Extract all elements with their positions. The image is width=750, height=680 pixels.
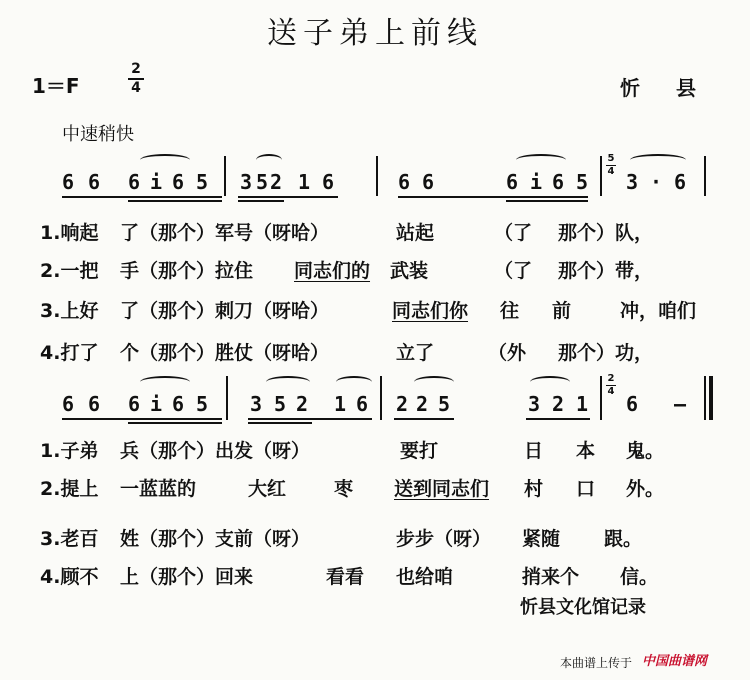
beam-line bbox=[62, 196, 222, 198]
bar-line bbox=[224, 156, 226, 196]
lyric: 武装 bbox=[390, 260, 429, 282]
slur bbox=[336, 376, 372, 388]
note: 1 bbox=[298, 170, 311, 194]
note-high: i bbox=[150, 170, 163, 194]
note: 5 bbox=[196, 392, 209, 416]
beam-line bbox=[398, 196, 588, 198]
lyric: （了 bbox=[494, 260, 533, 282]
note: 2 bbox=[416, 392, 429, 416]
note: 6 bbox=[172, 170, 185, 194]
lyric: 站起 bbox=[396, 222, 435, 244]
lyric: 步步（呀） bbox=[396, 528, 492, 550]
notation-line-1 bbox=[0, 150, 750, 210]
lyric: 村 bbox=[524, 478, 544, 500]
beam-line bbox=[248, 418, 372, 420]
slur bbox=[266, 376, 310, 388]
note: 6 bbox=[62, 170, 75, 194]
slur bbox=[414, 376, 454, 388]
note: 5 bbox=[256, 170, 269, 194]
meter-bottom: 4 bbox=[607, 166, 615, 177]
beam-line bbox=[506, 200, 588, 202]
lyric: 3.老百 bbox=[40, 528, 99, 550]
lyric: 1.子弟 bbox=[40, 440, 99, 462]
lyric: 同志们的 bbox=[294, 260, 371, 282]
end-bar-line-thick bbox=[709, 376, 713, 420]
lyric: 也给咱 bbox=[396, 566, 454, 588]
lyric: 信。 bbox=[620, 566, 659, 588]
lyric: 4.顾不 bbox=[40, 566, 99, 588]
lyric: 枣 bbox=[334, 478, 354, 500]
bar-line bbox=[226, 376, 228, 420]
note: 2 bbox=[396, 392, 409, 416]
lyric: 跟。 bbox=[604, 528, 643, 550]
meter-top: 2 bbox=[607, 373, 615, 384]
beam-line bbox=[248, 422, 312, 424]
bar-line bbox=[704, 156, 706, 196]
time-sig-bottom: 4 bbox=[131, 80, 141, 96]
note: 6 bbox=[626, 392, 639, 416]
lyric: 立了 bbox=[396, 342, 435, 364]
note: 1 bbox=[334, 392, 347, 416]
lyric: 大红 bbox=[248, 478, 287, 500]
note: 3 bbox=[626, 170, 639, 194]
beam-line bbox=[238, 196, 338, 198]
note: 6 bbox=[322, 170, 335, 194]
upload-source-text: 本曲谱上传于 bbox=[560, 656, 633, 670]
lyric: 1.响起 bbox=[40, 222, 99, 244]
note: 3 bbox=[528, 392, 541, 416]
beam-line bbox=[238, 200, 284, 202]
tempo-marking: 中速稍快 bbox=[62, 124, 134, 145]
lyric: 手（那个）拉住 bbox=[120, 260, 254, 282]
meter-top: 5 bbox=[607, 153, 615, 164]
lyric: 了（那个）刺刀（呀哈） bbox=[120, 300, 330, 322]
slur bbox=[140, 154, 190, 166]
song-title: 送子弟上前线 bbox=[267, 16, 483, 51]
lyric: 上（那个）回来 bbox=[120, 566, 254, 588]
lyric: 鬼。 bbox=[626, 440, 665, 462]
note: 6 bbox=[398, 170, 411, 194]
lyric: 4.打了 bbox=[40, 342, 99, 364]
note: 2 bbox=[296, 392, 309, 416]
lyric: 看看 bbox=[326, 566, 365, 588]
bar-line bbox=[380, 376, 382, 420]
beam-line bbox=[128, 200, 222, 202]
lyric: （外 bbox=[488, 342, 527, 364]
lyric: 个（那个）胜仗（呀哈） bbox=[120, 342, 330, 364]
lyric: 口 bbox=[576, 478, 596, 500]
slur bbox=[140, 376, 190, 388]
bar-line bbox=[600, 156, 602, 196]
note: 6 bbox=[674, 170, 687, 194]
beam-line bbox=[62, 418, 222, 420]
lyric: 姓（那个）支前（呀） bbox=[120, 528, 311, 550]
site-logo[interactable]: 中国曲谱网 bbox=[642, 654, 708, 669]
lyric: 外。 bbox=[626, 478, 665, 500]
note: 5 bbox=[274, 392, 287, 416]
note: 3 bbox=[250, 392, 263, 416]
lyric: 那个）队， bbox=[558, 222, 654, 244]
lyric: 日 bbox=[524, 440, 544, 462]
note: 6 bbox=[128, 170, 141, 194]
lyric: 本 bbox=[576, 440, 596, 462]
lyric: 冲，咱们 bbox=[620, 300, 697, 322]
meter-bottom: 4 bbox=[607, 386, 615, 397]
note: 6 bbox=[88, 170, 101, 194]
lyric: 那个）功， bbox=[558, 342, 654, 364]
note: 6 bbox=[422, 170, 435, 194]
lyric: 前 bbox=[552, 300, 572, 322]
note: 6 bbox=[88, 392, 101, 416]
lyric: 捎来个 bbox=[522, 566, 580, 588]
transcription-credit: 忻县文化馆记录 bbox=[520, 597, 646, 618]
note: 2 bbox=[552, 392, 565, 416]
note: 5 bbox=[438, 392, 451, 416]
note: 6 bbox=[172, 392, 185, 416]
slur bbox=[256, 154, 282, 166]
bar-line bbox=[600, 376, 602, 420]
note-high: i bbox=[530, 170, 543, 194]
lyric: 了（那个）军号（呀哈） bbox=[120, 222, 330, 244]
lyric: 同志们你 bbox=[392, 300, 469, 322]
dot: · bbox=[650, 170, 663, 194]
lyric: 要打 bbox=[400, 440, 439, 462]
time-sig-top: 2 bbox=[131, 61, 141, 77]
note: 6 bbox=[356, 392, 369, 416]
lyric: 2.提上 bbox=[40, 478, 99, 500]
lyric: 一蓝蓝的 bbox=[120, 478, 197, 500]
slur bbox=[530, 376, 570, 388]
meter-change-mark bbox=[606, 374, 616, 397]
slur bbox=[630, 154, 686, 166]
key-signature: 1＝F bbox=[32, 74, 80, 98]
slur bbox=[516, 154, 566, 166]
note: 6 bbox=[552, 170, 565, 194]
note: 6 bbox=[128, 392, 141, 416]
lyric: 那个）带， bbox=[558, 260, 654, 282]
lyric: 2.一把 bbox=[40, 260, 99, 282]
bar-line bbox=[376, 156, 378, 196]
note-high: i bbox=[150, 392, 163, 416]
song-origin: 忻 县 bbox=[620, 76, 704, 100]
note: 3 bbox=[240, 170, 253, 194]
beam-line bbox=[128, 422, 222, 424]
dash: — bbox=[674, 392, 687, 416]
lyric: （了 bbox=[494, 222, 533, 244]
note: 6 bbox=[62, 392, 75, 416]
end-bar-line bbox=[704, 376, 706, 420]
beam-line bbox=[526, 418, 590, 420]
notation-line-2 bbox=[0, 372, 750, 432]
lyric: 兵（那个）出发（呀） bbox=[120, 440, 311, 462]
beam-line bbox=[394, 418, 454, 420]
note: 1 bbox=[576, 392, 589, 416]
note: 6 bbox=[506, 170, 519, 194]
note: 2 bbox=[270, 170, 283, 194]
note: 5 bbox=[196, 170, 209, 194]
note: 5 bbox=[576, 170, 589, 194]
lyric: 送到同志们 bbox=[394, 478, 490, 500]
lyric: 3.上好 bbox=[40, 300, 99, 322]
time-signature bbox=[128, 62, 144, 96]
lyric: 往 bbox=[500, 300, 520, 322]
meter-change-mark bbox=[606, 154, 616, 177]
lyric: 紧随 bbox=[522, 528, 561, 550]
